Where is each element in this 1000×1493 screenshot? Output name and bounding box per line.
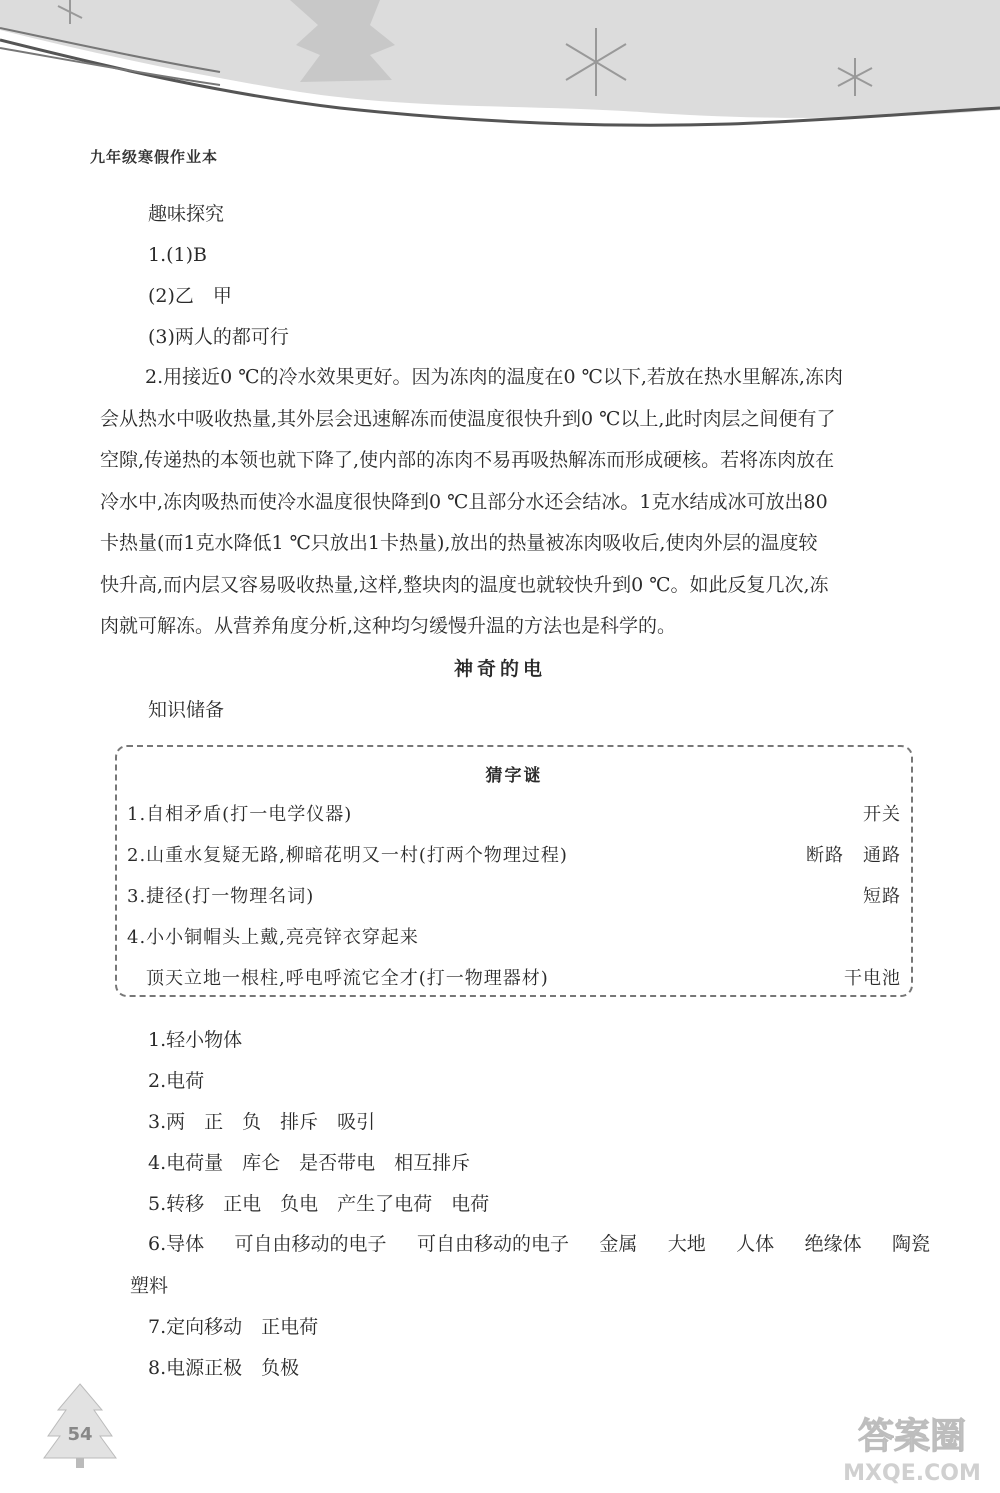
riddle-box bbox=[115, 745, 913, 997]
riddle-answer: 断路 通路 bbox=[806, 845, 901, 866]
page-number-tree bbox=[40, 1380, 120, 1470]
answer-item: 5.转移 正电 负电 产生了电荷 电荷 bbox=[148, 1193, 490, 1215]
paragraph-line: 冷水中,冻肉吸热而使冷水温度很快降到0 ℃且部分水还会结冰。1克水结成冰可放出80 bbox=[100, 490, 828, 513]
riddle-title: 猜字谜 bbox=[485, 766, 543, 786]
answer-6-line2: 塑料 bbox=[130, 1274, 169, 1297]
answer-term: 人体 bbox=[736, 1233, 775, 1255]
answer-term: 金属 bbox=[599, 1233, 638, 1255]
riddle-row bbox=[127, 795, 901, 835]
riddle-answer: 干电池 bbox=[844, 968, 901, 989]
riddle-question: 3.捷径(打一物理名词) bbox=[127, 886, 315, 907]
riddle-question: 4.小小铜帽头上戴,亮亮锌衣穿起来 bbox=[127, 927, 419, 948]
answer-item: 8.电源正极 负极 bbox=[148, 1357, 300, 1379]
answer-6-line1 bbox=[100, 1224, 930, 1266]
header-banner bbox=[0, 0, 1000, 160]
riddle-row bbox=[127, 836, 901, 876]
book-title-label: 九年级寒假作业本 bbox=[90, 148, 219, 166]
explore-heading: 趣味探究 bbox=[148, 203, 225, 225]
riddle-answer: 短路 bbox=[863, 886, 901, 907]
watermark-logo bbox=[820, 1400, 1000, 1490]
paragraph-line: 2.用接近0 ℃的冷水效果更好。因为冻肉的温度在0 ℃以下,若放在热水里解冻,冻肉 bbox=[145, 366, 843, 388]
answer-item: 1.轻小物体 bbox=[148, 1029, 243, 1051]
paragraph-line: 卡热量(而1克水降低1 ℃只放出1卡热量),放出的热量被冻肉吸收后,使肉外层的温度较 bbox=[100, 532, 818, 554]
answer-term: 绝缘体 bbox=[804, 1233, 862, 1255]
paragraph-line: 空隙,传递热的本领也就下降了,使内部的冻肉不易再吸热解冻而形成硬核。若将冻肉放在 bbox=[100, 449, 835, 471]
answer-term: 大地 bbox=[667, 1233, 706, 1255]
answer-item: 4.电荷量 库仑 是否带电 相互排斥 bbox=[148, 1152, 471, 1174]
answer-item: 7.定向移动 正电荷 bbox=[148, 1316, 319, 1338]
watermark-url: MXQE.COM bbox=[843, 1461, 981, 1486]
paragraph-line: 肉就可解冻。从营养角度分析,这种均匀缓慢升温的方法也是科学的。 bbox=[100, 615, 677, 637]
watermark-cn: 答案圈 bbox=[857, 1416, 967, 1457]
riddle-question: 1.自相矛盾(打一电学仪器) bbox=[127, 804, 353, 825]
answer-term: 可自由移动的电子 bbox=[234, 1233, 387, 1255]
answer-term: 陶瓷 bbox=[891, 1233, 930, 1255]
riddle-row bbox=[127, 877, 901, 917]
answer-term: 6.导体 bbox=[148, 1233, 205, 1255]
explore-q1-1: 1.(1)B bbox=[148, 244, 208, 266]
paragraph-line: 会从热水中吸收热量,其外层会迅速解冻而使温度很快升到0 ℃以上,此时肉层之间便有了 bbox=[100, 407, 836, 430]
riddle-row bbox=[127, 918, 901, 958]
answer-item-6 bbox=[100, 1224, 930, 1307]
explore-q1-2: (2)乙 甲 bbox=[148, 285, 232, 307]
page-number: 54 bbox=[67, 1424, 93, 1445]
answer-item: 3.两 正 负 排斥 吸引 bbox=[148, 1111, 376, 1133]
answer-item: 2.电荷 bbox=[148, 1070, 205, 1092]
explore-q1-3: (3)两人的都可行 bbox=[148, 326, 289, 348]
paragraph-line: 快升高,而内层又容易吸收热量,这样,整块肉的温度也就较快升到0 ℃。如此反复几次,冻 bbox=[100, 573, 829, 596]
explore-q2-paragraph bbox=[100, 357, 930, 648]
riddle-question: 顶天立地一根柱,呼电呼流它全才(打一物理器材) bbox=[127, 968, 549, 989]
riddle-answer: 开关 bbox=[863, 804, 901, 825]
section-title: 神奇的电 bbox=[453, 658, 546, 680]
answer-term: 可自由移动的电子 bbox=[416, 1233, 569, 1255]
riddle-question: 2.山重水复疑无路,柳暗花明又一村(打两个物理过程) bbox=[127, 845, 568, 866]
riddle-row bbox=[127, 959, 901, 999]
knowledge-heading: 知识储备 bbox=[148, 699, 225, 721]
